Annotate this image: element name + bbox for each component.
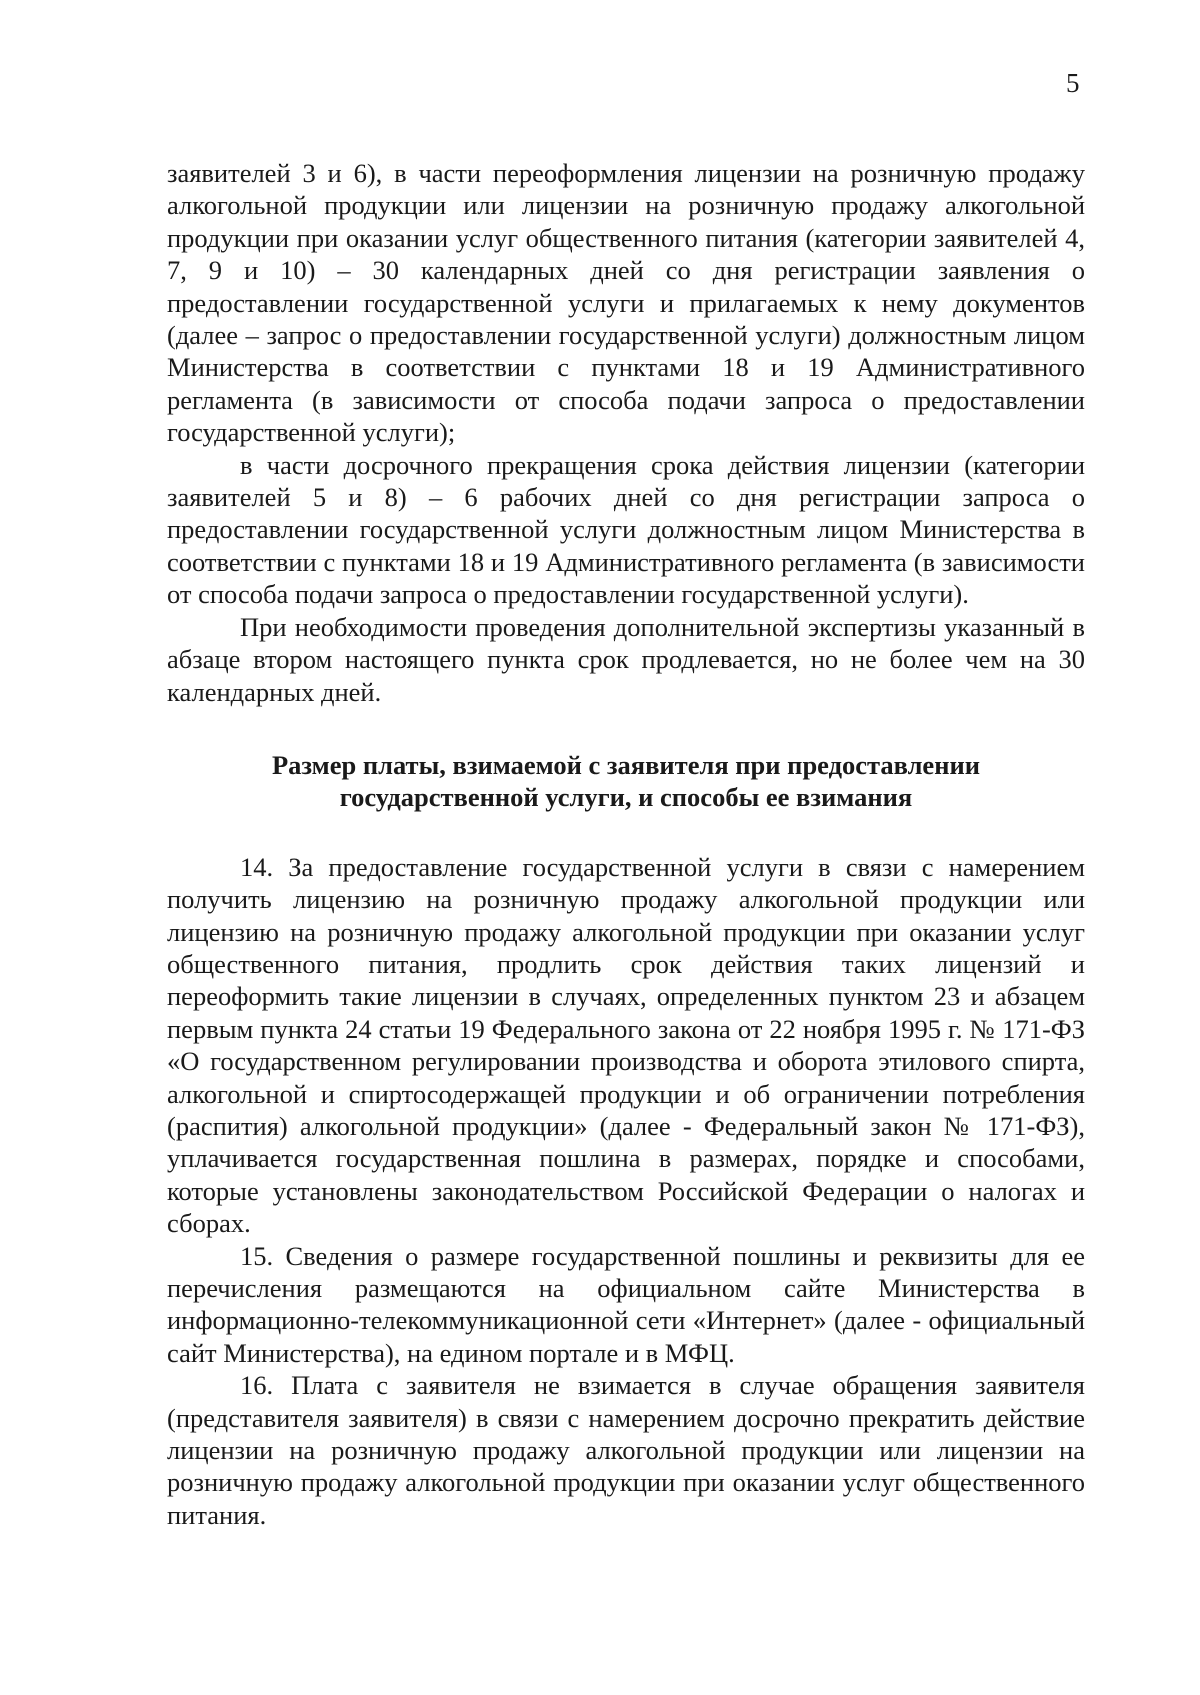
paragraph-continuation: заявителей 3 и 6), в части переоформления лицензии на розничную продажу алкогольной продукции или лицензии на розничную продажу алкогольной продукции при оказании услуг общественного питания (категории заявителей 4, 7, 9 и 10) – 30 календарных дней со дня регистрации заявления о предоставлении государственной услуги и прилагаемых к нему документов (далее – запрос о предоставлении государственной услуги) должностным лицом Министерства в соответствии с пунктами 18 и 19 Административного регламента (в зависимости от способа подачи запроса о предоставлении государственной услуги);	[167, 158, 1085, 448]
paragraph-early-termination: в части досрочного прекращения срока действия лицензии (категории заявителей 5 и 8) – 6 рабочих дней со дня регистрации запроса о предоставлении государственной услуги должностным лицом Министерства в соответствии с пунктами 18 и 19 Административного регламента (в зависимости от способа подачи запроса о предоставлении государственной услуги).	[167, 449, 1085, 610]
paragraph-extension: При необходимости проведения дополнительной экспертизы указанный в абзаце втором настоящего пункта срок продлевается, но не более чем на 30 календарных дней.	[167, 611, 1085, 707]
paragraph-item-16: 16. Плата с заявителя не взимается в случае обращения заявителя (представителя заявителя) в связи с намерением досрочно прекратить действие лицензии на розничную продажу алкогольной продукции или лицензии на розничную продажу алкогольной продукции при оказании услуг общественного питания.	[167, 1370, 1085, 1530]
section-heading	[167, 749, 1085, 814]
paragraph-item-14: 14. За предоставление государственной услуги в связи с намерением получить лицензию на розничную продажу алкогольной продукции или лицензию на розничную продажу алкогольной продукции при оказании услуг общественного питания, продлить срок действия таких лицензий и переоформить такие лицензии в случаях, определенных пунктом 23 и абзацем первым пункта 24 статьи 19 Федерального закона от 22 ноября 1995 г. № 171-ФЗ «О государственном регулировании производства и оборота этилового спирта, алкогольной и спиртосодержащей продукции и об ограничении потребления (распития) алкогольной продукции» (далее - Федеральный закон № 171-ФЗ), уплачивается государственная пошлина в размерах, порядке и способами, которые установлены законодательством Российской Федерации о налогах и сборах.	[167, 851, 1085, 1239]
document-body	[167, 157, 1085, 1531]
page-number: 5	[1066, 68, 1080, 98]
paragraph-item-15: 15. Сведения о размере государственной пошлины и реквизиты для ее перечисления размещаются на официальном сайте Министерства в информационно-телекоммуникационной сети «Интернет» (далее - официальный сайт Министерства), на едином портале и в МФЦ.	[167, 1240, 1085, 1368]
section-heading-line-2: государственной услуги, и способы ее взимания	[339, 782, 913, 813]
section-heading-line-1: Размер платы, взимаемой с заявителя при предоставлении	[271, 749, 981, 780]
